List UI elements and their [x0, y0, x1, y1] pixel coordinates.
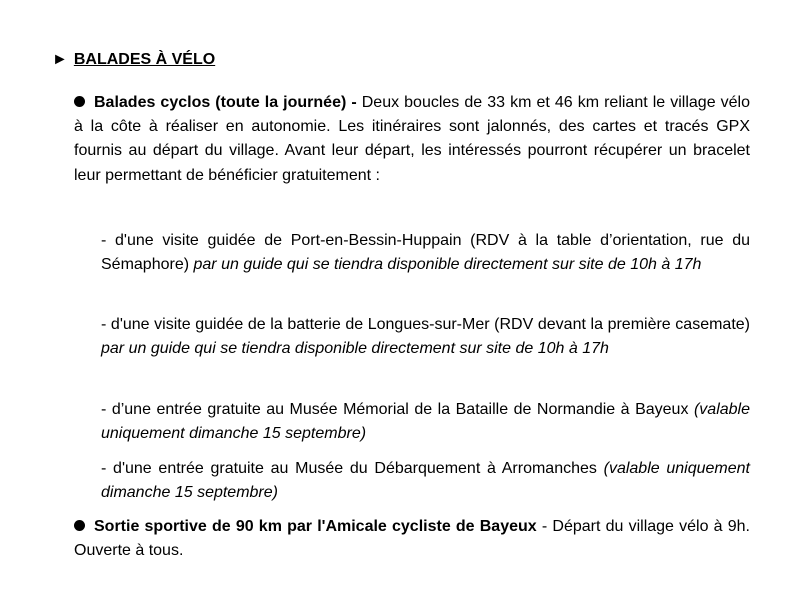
section-title: BALADES À VÉLO: [73, 51, 216, 68]
item-lead: Sortie sportive de 90 km par l'Amicale cycliste de Bayeux: [94, 518, 537, 535]
arrow-icon: ►: [52, 51, 68, 68]
benefit-note: par un guide qui se tiendra disponible directement sur site de 10h à 17h: [193, 256, 702, 274]
benefit-note: (valable uniquement dimanche 15 septembre): [101, 401, 750, 443]
bullet-icon: [74, 520, 85, 531]
benefit-item: [101, 398, 750, 446]
benefit-text: - d'une entrée gratuite au Musée du Débarquement à Arromanches: [101, 460, 604, 477]
bullet-icon: [74, 96, 85, 107]
item-text: Deux boucles de 33 km et 46 km reliant le village vélo à la côte à réaliser en autonomie. Les itinéraires sont jalonnés, des cartes et tracés GPX fournis au départ du village. Avant leur départ, les intéressés pourront récupérer un bracelet leur permettant de bénéficier gratuitement :: [74, 94, 750, 184]
benefit-item: [101, 229, 750, 277]
benefit-text: - d’une entrée gratuite au Musée Mémorial de la Bataille de Normandie à Bayeux: [101, 401, 694, 418]
section-heading: [52, 49, 215, 71]
benefit-note: par un guide qui se tiendra disponible directement sur site de 10h à 17h: [101, 340, 609, 358]
item-text: - Départ du village vélo à 9h. Ouverte à tous.: [74, 518, 750, 560]
item-lead: Balades cyclos (toute la journée) -: [94, 94, 357, 111]
benefit-text: - d'une visite guidée de Port-en-Bessin-Huppain (RDV à la table d’orientation, rue du Sémaphore): [101, 232, 750, 274]
benefit-text: - d'une visite guidée de la batterie de Longues-sur-Mer (RDV devant la première casemate): [101, 316, 750, 333]
benefit-item: [101, 313, 750, 361]
benefit-item: [101, 457, 750, 505]
benefit-note: (valable uniquement dimanche 15 septembre): [101, 460, 751, 502]
item-balades-cyclos: [74, 91, 750, 188]
item-sortie-sportive: [74, 515, 750, 563]
